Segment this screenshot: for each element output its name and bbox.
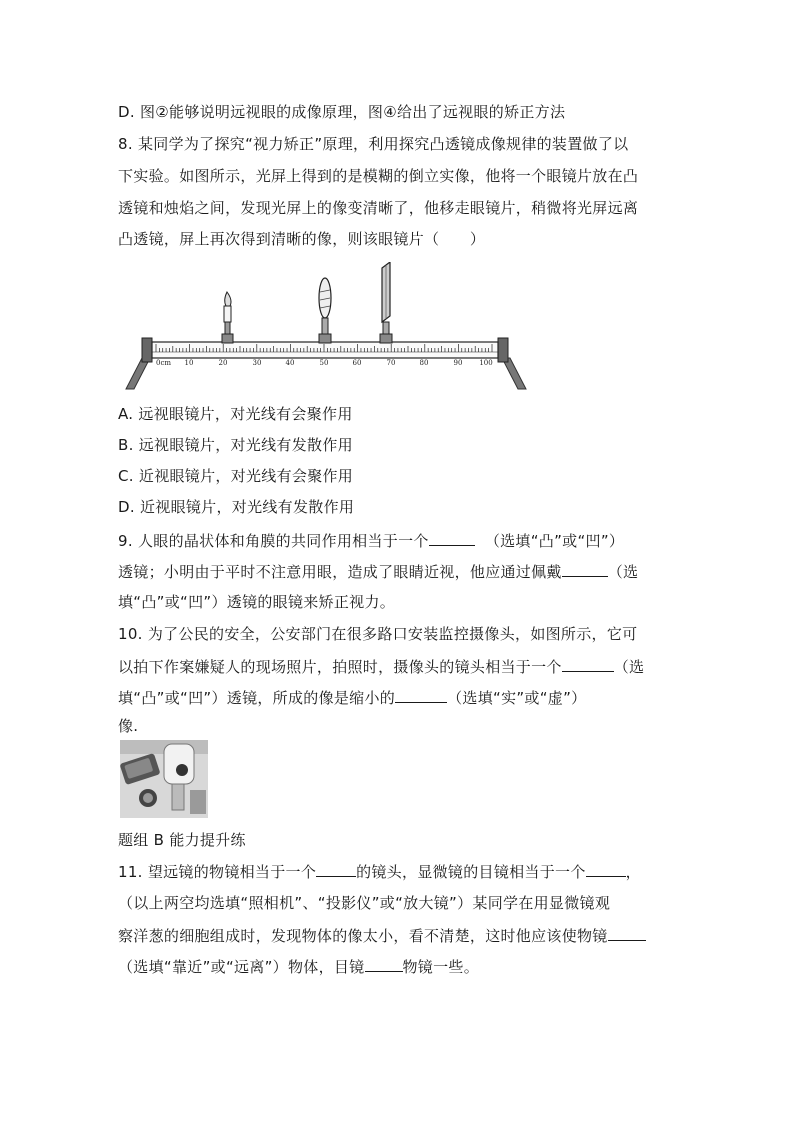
q10-text: 以拍下作案嫌疑人的现场照片，拍照时，摄像头的镜头相当于一个 <box>118 658 562 676</box>
scale-tick-label: 80 <box>419 359 429 367</box>
q8-option-a: A. 远视眼镜片，对光线有会聚作用 <box>118 405 353 423</box>
q8-line-1: 8. 某同学为了探究“视力矫正”原理，利用探究凸透镜成像规律的装置做了以 <box>118 135 629 153</box>
light-screen-icon <box>380 262 392 343</box>
q10-text: 填“凸”或“凹”）透镜，所成的像是缩小的 <box>118 689 396 707</box>
q11-line-2: （以上两空均选填“照相机”、“投影仪”或“放大镜”）某同学在用显微镜观 <box>118 894 611 912</box>
q11-text: 11. 望远镜的物镜相当于一个 <box>118 863 317 881</box>
answer-blank[interactable] <box>562 656 614 672</box>
q9-line-2 <box>118 561 638 582</box>
answer-blank[interactable] <box>395 687 447 703</box>
q10-text: （选填“实”或“虚”） <box>447 689 587 707</box>
q8-line-2: 下实验。如图所示，光屏上得到的是模糊的倒立实像，他将一个眼镜片放在凸 <box>118 167 639 185</box>
scale-tick-label: 20 <box>218 359 228 367</box>
answer-blank[interactable] <box>365 956 403 972</box>
q10-line-2 <box>118 656 644 677</box>
q9-text: 9. 人眼的晶状体和角膜的共同作用相当于一个 <box>118 532 429 550</box>
candle-icon <box>222 292 233 343</box>
q8-option-c: C. 近视眼镜片，对光线有会聚作用 <box>118 467 354 485</box>
q9-text: 透镜；小明由于平时不注意用眼，造成了眼睛近视，他应通过佩戴 <box>118 563 562 581</box>
q11-line-3 <box>118 925 646 946</box>
q8-option-d: D. 近视眼镜片，对光线有发散作用 <box>118 498 355 516</box>
q8-option-b: B. 远视眼镜片，对光线有发散作用 <box>118 436 353 454</box>
q9-text: （选填“凸”或“凹”） <box>484 532 625 550</box>
scale-tick-label: 70 <box>386 359 396 367</box>
q11-line-1 <box>118 861 641 882</box>
scale-unit-label: 0cm <box>156 359 172 367</box>
scale-tick-label: 10 <box>184 359 194 367</box>
answer-blank[interactable] <box>316 861 356 877</box>
q10-line-1: 10. 为了公民的安全，公安部门在很多路口安装监控摄像头，如图所示，它可 <box>118 625 638 643</box>
optical-bench-diagram <box>120 262 530 392</box>
q8-line-3: 透镜和烛焰之间，发现光屏上的像变清晰了，他移走眼镜片，稍微将光屏远离 <box>118 199 639 217</box>
scale-tick-label: 50 <box>319 359 329 367</box>
q11-text: 物镜一些。 <box>402 958 480 976</box>
q9-line-1 <box>118 530 624 551</box>
scale-tick-label: 90 <box>453 359 463 367</box>
convex-lens-icon <box>319 278 331 343</box>
scale-tick-label: 40 <box>285 359 295 367</box>
q10-line-3 <box>118 687 586 708</box>
group-b-heading: 题组 B 能力提升练 <box>118 831 246 849</box>
answer-blank[interactable] <box>608 925 646 941</box>
scale-tick-label: 30 <box>252 359 262 367</box>
q11-text: ， <box>625 863 641 881</box>
q10-text: （选 <box>613 658 645 676</box>
q11-text: 察洋葱的细胞组成时，发现物体的像太小，看不清楚，这时他应该使物镜 <box>118 927 608 945</box>
q11-text: （选填“靠近”或“远离”）物体，目镜 <box>118 958 365 976</box>
answer-blank[interactable] <box>586 861 626 877</box>
q9-text: （选 <box>607 563 639 581</box>
q10-line-4: 像. <box>118 717 139 735</box>
answer-blank[interactable] <box>429 530 475 546</box>
option-d-prev: D. 图②能够说明远视眼的成像原理，图④给出了远视眼的矫正方法 <box>118 103 566 121</box>
q9-line-3: 填“凸”或“凹”）透镜的眼镜来矫正视力。 <box>118 593 396 611</box>
q8-line-4: 凸透镜，屏上再次得到清晰的像，则该眼镜片（ ） <box>118 230 486 248</box>
q11-text: 的镜头，显微镜的目镜相当于一个 <box>356 863 586 881</box>
scale-tick-label: 100 <box>479 359 493 367</box>
surveillance-camera-photo <box>120 740 208 818</box>
answer-blank[interactable] <box>562 561 608 577</box>
scale-tick-label: 60 <box>352 359 362 367</box>
q11-line-4 <box>118 956 479 977</box>
